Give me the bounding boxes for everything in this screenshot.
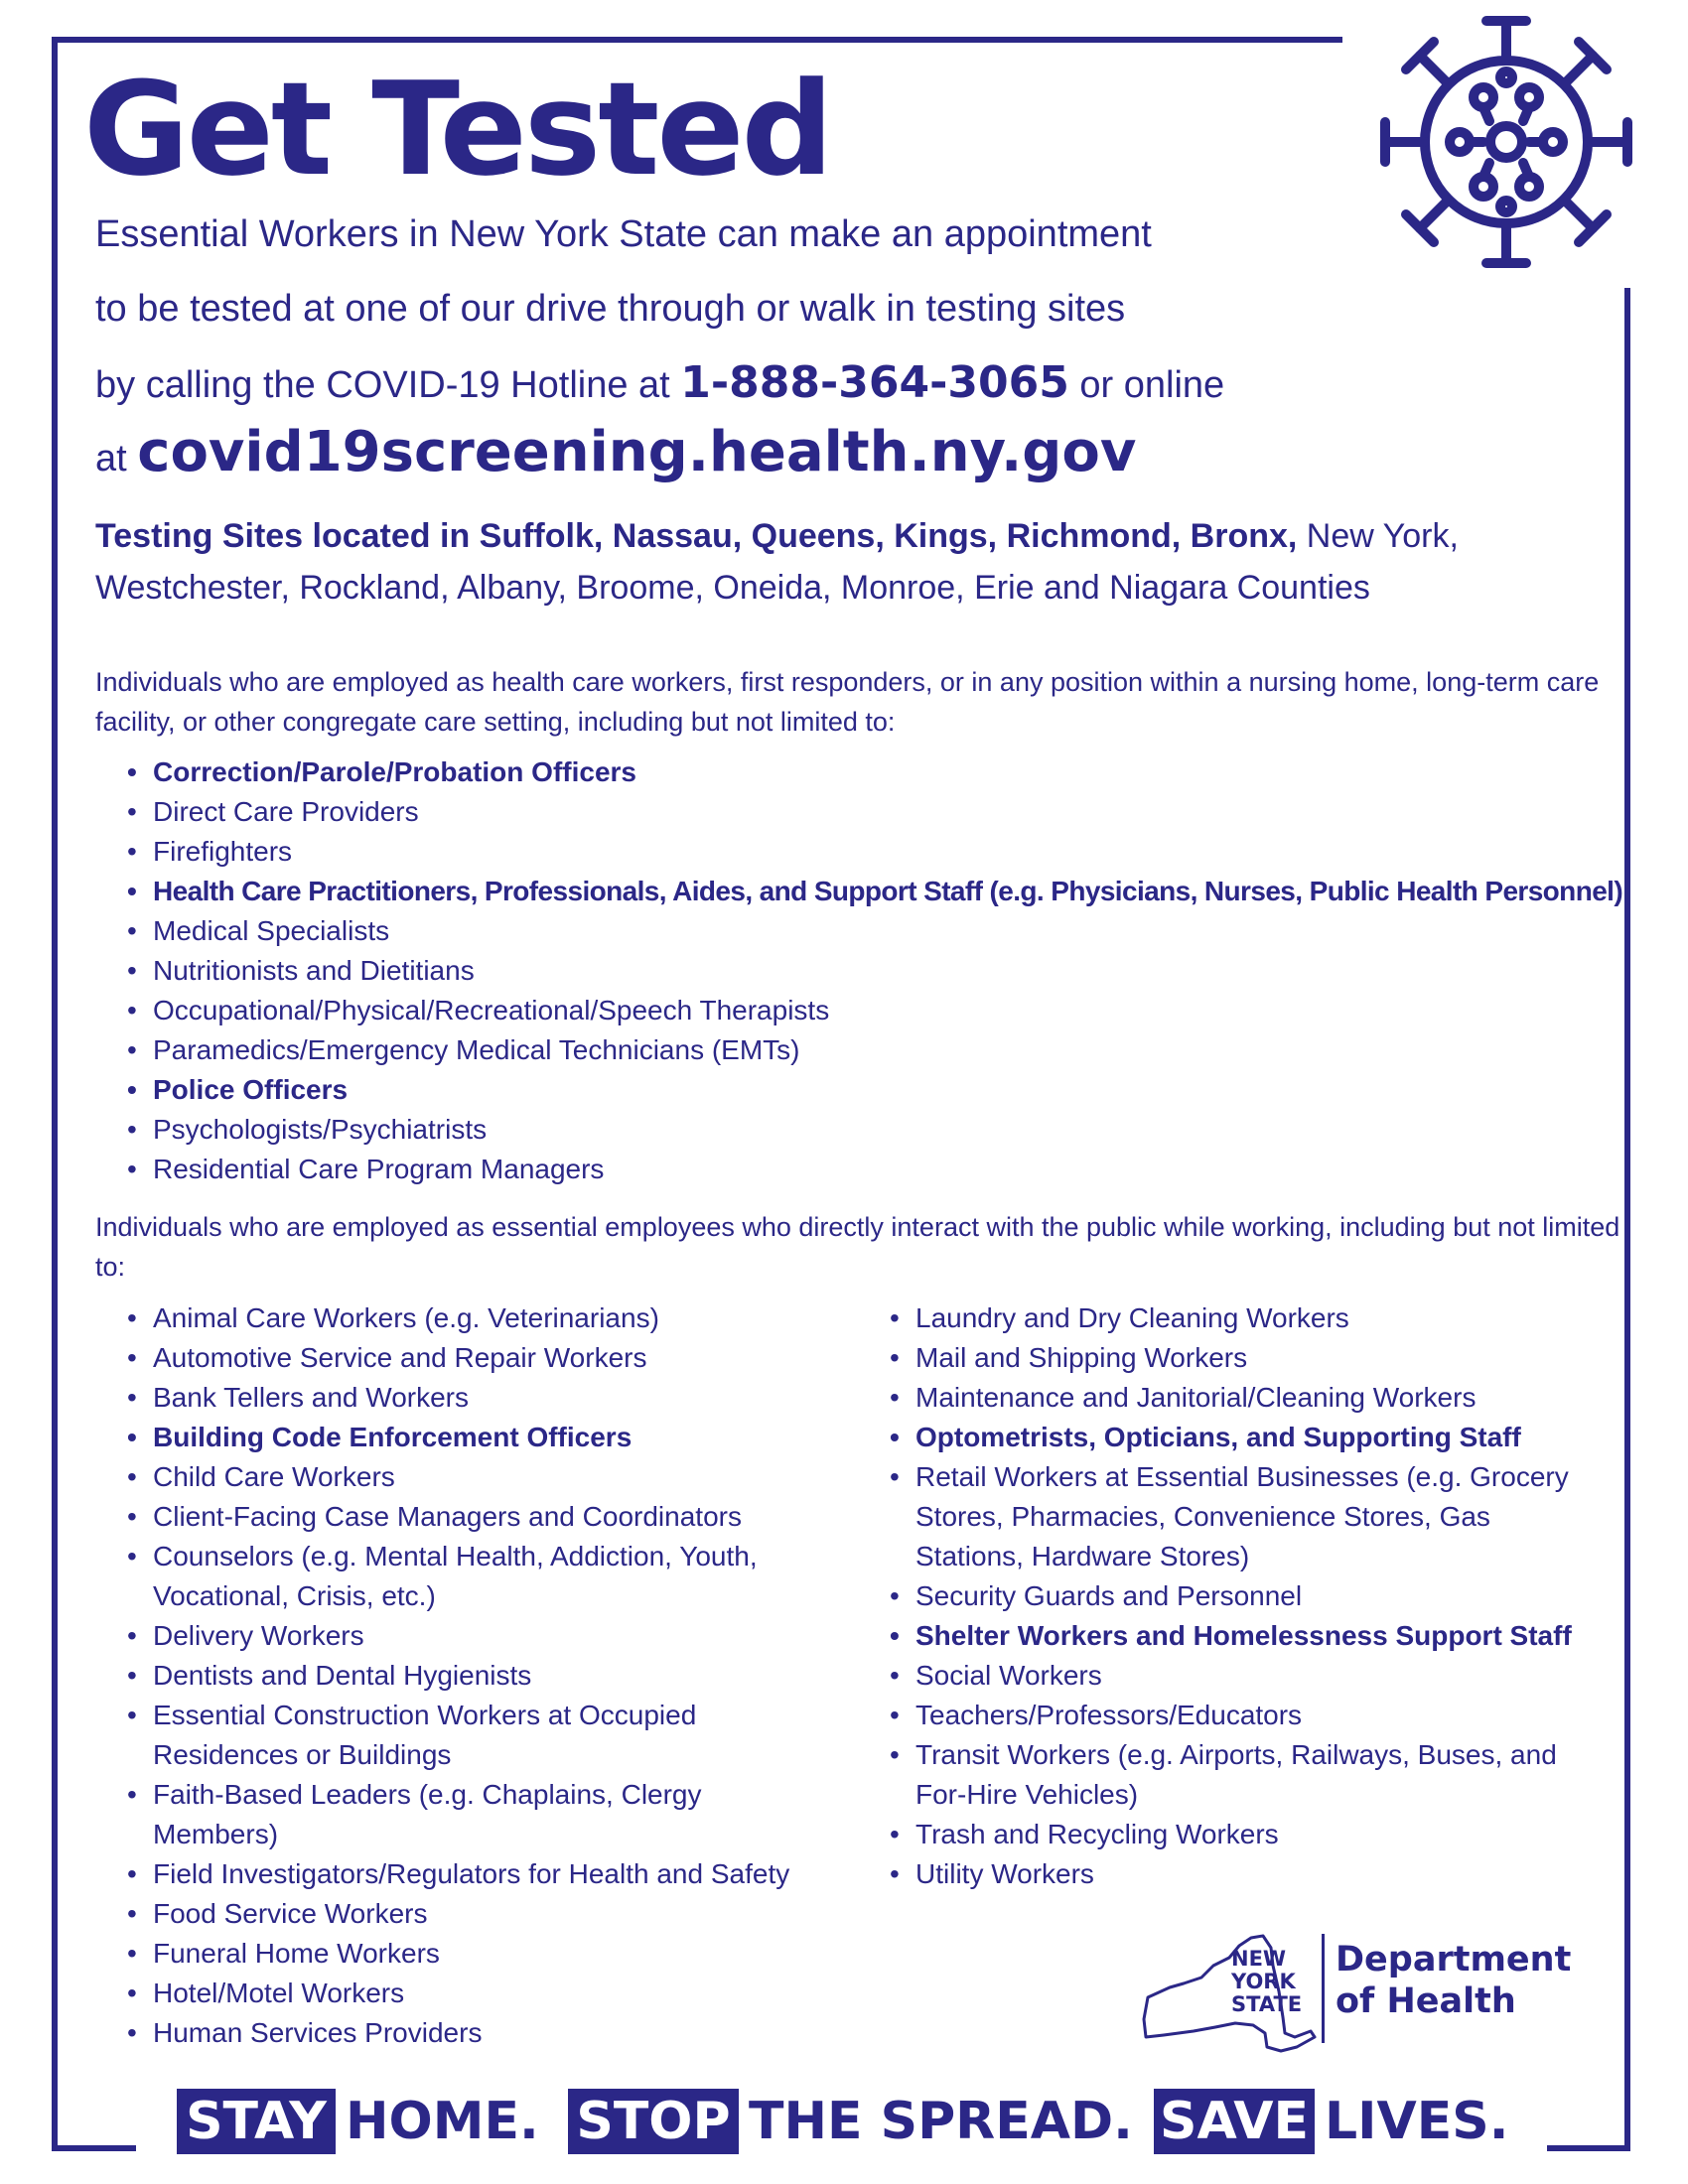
list-item: • Residential Care Program Managers — [97, 1150, 1666, 1189]
list-item: • Correction/Parole/Probation Officers — [97, 752, 1666, 792]
list-item: • Building Code Enforcement Officers — [97, 1418, 832, 1457]
list-item: • Paramedics/Emergency Medical Technicians (EMTs) — [97, 1030, 1666, 1070]
list-item: • Counselors (e.g. Mental Health, Addiction, Youth, Vocational, Crisis, etc.) — [97, 1537, 832, 1616]
list-item: • Maintenance and Janitorial/Cleaning Workers — [860, 1378, 1595, 1418]
frame-left-line — [52, 37, 58, 2151]
list-item: • Essential Construction Workers at Occupied Residences or Buildings — [97, 1696, 832, 1775]
essential-worker-list-left — [97, 1298, 832, 2053]
list-item: • Field Investigators/Regulators for Health and Safety — [97, 1854, 832, 1894]
list-item: • Human Services Providers — [97, 2013, 832, 2053]
nys-word-state: STATE — [1231, 1992, 1303, 2016]
testing-sites-regular: New York, Westchester, Rockland, Albany, Broome, Oneida, Monroe, Erie and Niagara Counties — [95, 517, 1459, 607]
list-item: • Shelter Workers and Homelessness Support Staff — [860, 1616, 1595, 1656]
new-york-state-wordmark — [1231, 1948, 1313, 2016]
list-item: • Firefighters — [97, 832, 1666, 872]
essential-worker-list-right — [860, 1298, 1595, 1894]
hotline-phone-number: 1-888-364-3065 — [680, 357, 1069, 408]
health-care-section-intro: Individuals who are employed as health care workers, first responders, or in any position within a nursing home, long-term care facility, or other congregate care setting, including but not limited to: — [95, 667, 1600, 737]
at-label: at — [95, 438, 138, 479]
hotline-label: by calling the COVID-19 Hotline at — [95, 364, 681, 406]
slogan-save: SAVE — [1154, 2089, 1315, 2154]
health-care-worker-list — [97, 752, 1666, 1189]
list-item: • Client-Facing Case Managers and Coordinators — [97, 1497, 832, 1537]
list-item: • Direct Care Providers — [97, 792, 1666, 832]
essential-section-intro: Individuals who are employed as essential employees who directly interact with the public while working, including but not limited to: — [95, 1212, 1620, 1282]
slogan-the-spread: THE SPREAD. — [749, 2092, 1133, 2151]
slogan-stop: STOP — [568, 2089, 739, 2154]
slogan-lives: LIVES. — [1325, 2092, 1509, 2151]
list-item: • Faith-Based Leaders (e.g. Chaplains, Clergy Members) — [97, 1775, 832, 1854]
list-item: • Funeral Home Workers — [97, 1934, 832, 1974]
testing-sites-statement — [95, 510, 1644, 614]
list-item: • Health Care Practitioners, Professionals, Aides, and Support Staff (e.g. Physicians, Nurses, Public Health Personnel) — [97, 872, 1666, 911]
list-item: • Food Service Workers — [97, 1894, 832, 1934]
list-item: • Laundry and Dry Cleaning Workers — [860, 1298, 1595, 1338]
list-item: • Hotel/Motel Workers — [97, 1974, 832, 2013]
intro-line-2: to be tested at one of our drive through or walk in testing sites — [95, 288, 1126, 330]
frame-top-line — [52, 37, 1342, 43]
nys-word-york: YORK — [1231, 1970, 1296, 1993]
intro-line-1: Essential Workers in New York State can make an appointment — [95, 213, 1152, 255]
page-title: Get Tested — [83, 54, 831, 205]
department-of-health-wordmark — [1336, 1939, 1594, 2022]
list-item: • Psychologists/Psychiatrists — [97, 1110, 1666, 1150]
slogan-stay: STAY — [177, 2089, 336, 2154]
intro-line-4 — [95, 420, 1466, 488]
list-item: • Dentists and Dental Hygienists — [97, 1656, 832, 1696]
list-item: • Mail and Shipping Workers — [860, 1338, 1595, 1378]
list-item: • Automotive Service and Repair Workers — [97, 1338, 832, 1378]
testing-sites-bold: Testing Sites located in Suffolk, Nassau, Queens, Kings, Richmond, Bronx, — [95, 517, 1298, 555]
list-item: • Social Workers — [860, 1656, 1595, 1696]
list-item: • Medical Specialists — [97, 911, 1666, 951]
list-item: • Transit Workers (e.g. Airports, Railways, Buses, and For-Hire Vehicles) — [860, 1735, 1595, 1815]
list-item: • Bank Tellers and Workers — [97, 1378, 832, 1418]
nys-word-new: NEW — [1231, 1947, 1287, 1971]
slogan-home: HOME. — [346, 2092, 539, 2151]
online-label: or online — [1068, 364, 1225, 406]
list-item: • Security Guards and Personnel — [860, 1576, 1595, 1616]
list-item: • Delivery Workers — [97, 1616, 832, 1656]
screening-website-url: covid19screening.health.ny.gov — [137, 420, 1137, 484]
intro-line-3 — [95, 359, 1466, 409]
list-item: • Retail Workers at Essential Businesses (e.g. Grocery Stores, Pharmacies, Convenience Stores, Gas Stations, Hardware Stores) — [860, 1457, 1595, 1576]
list-item: • Animal Care Workers (e.g. Veterinarians) — [97, 1298, 832, 1338]
list-item: • Teachers/Professors/Educators — [860, 1696, 1595, 1735]
list-item: • Police Officers — [97, 1070, 1666, 1110]
list-item: • Trash and Recycling Workers — [860, 1815, 1595, 1854]
dept-line-2: of Health — [1336, 1981, 1516, 2021]
list-item: • Child Care Workers — [97, 1457, 832, 1497]
dept-line-1: Department — [1336, 1940, 1572, 1979]
list-item: • Occupational/Physical/Recreational/Speech Therapists — [97, 991, 1666, 1030]
logo-divider — [1322, 1934, 1325, 2043]
list-item: • Optometrists, Opticians, and Supporting Staff — [860, 1418, 1595, 1457]
list-item: • Nutritionists and Dietitians — [97, 951, 1666, 991]
footer-slogan — [0, 2089, 1688, 2158]
list-item: • Utility Workers — [860, 1854, 1595, 1894]
